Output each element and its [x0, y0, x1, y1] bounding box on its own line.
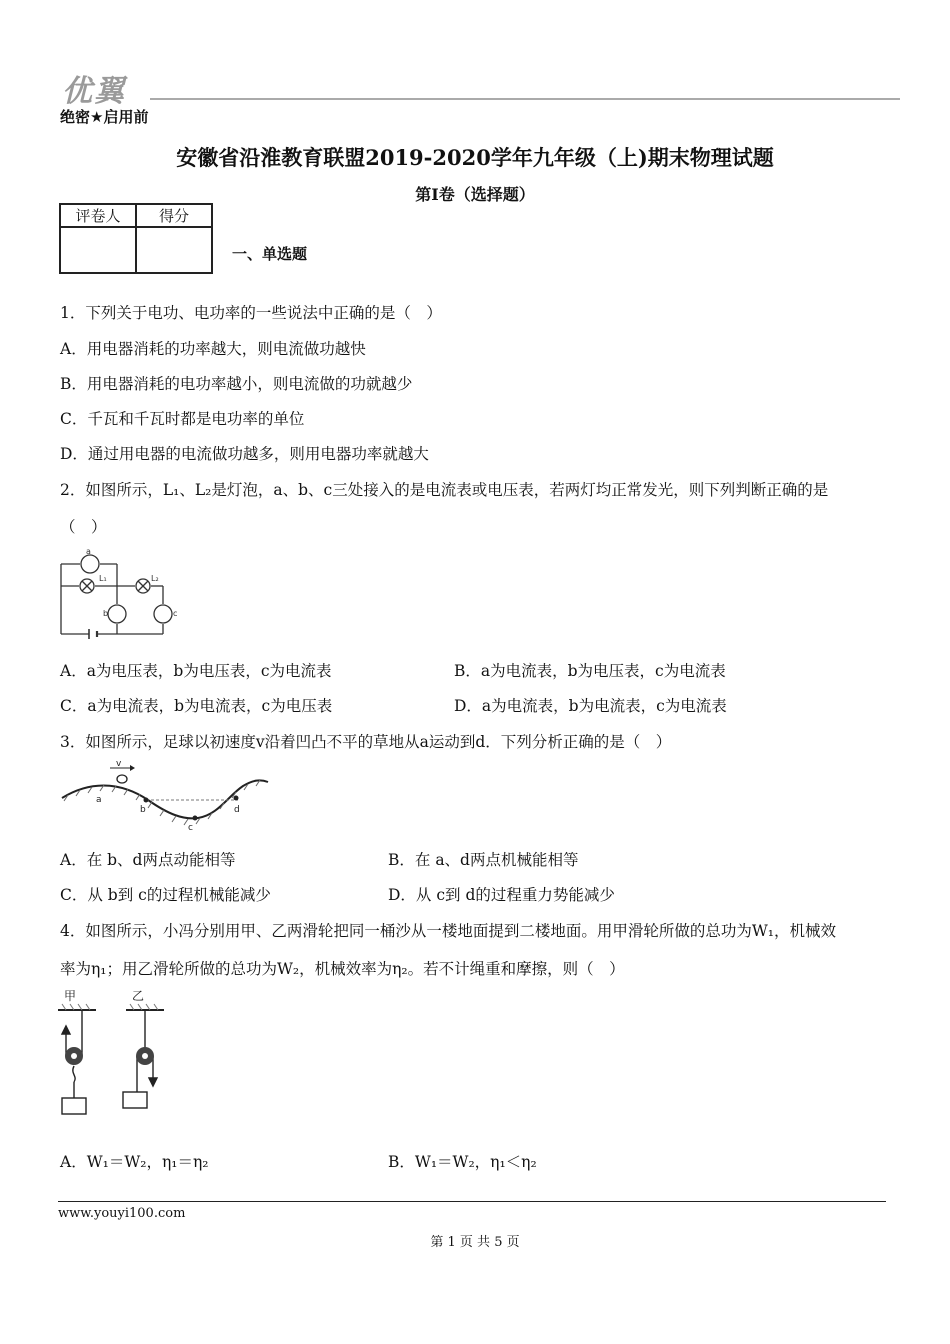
footer-url: www.youyi100.com: [58, 1206, 186, 1221]
score-table-score-cell[interactable]: [136, 227, 212, 273]
q2-stem-continued: （ ）: [60, 518, 107, 536]
section-heading: 一、单选题: [232, 245, 308, 263]
q2-label-a: a: [86, 547, 91, 556]
q3-stem: 3．如图所示，足球以初速度v沿着凹凸不平的草地从a运动到d．下列分析正确的是（ ）: [60, 733, 672, 751]
score-table-grader-header: 评卷人: [60, 204, 136, 227]
q2-stem: 2．如图所示，L₁、L₂是灯泡，a、b、c三处接入的是电流表或电压表，若两灯均正常发光，则下列判断正确的是: [60, 481, 829, 499]
q4-pulley-figure: [50, 988, 170, 1118]
q3-label-d: d: [234, 805, 240, 815]
q4-option-b: B．W₁＝W₂，η₁＜η₂: [388, 1153, 537, 1171]
q4-stem-continued: 率为η₁；用乙滑轮所做的总功为W₂，机械效率为η₂。若不计绳重和摩擦，则（ ）: [60, 960, 625, 978]
footer-rule: [58, 1201, 886, 1202]
q2-label-c: c: [173, 609, 178, 618]
q3-option-d: D．从 c到 d的过程重力势能减少: [388, 886, 615, 904]
q4-stem: 4．如图所示，小冯分别用甲、乙两滑轮把同一桶沙从一楼地面提到二楼地面。用甲滑轮所做的总功为W₁，机械效: [60, 922, 837, 940]
q1-option-b: B．用电器消耗的电功率越小，则电流做的功就越少: [60, 375, 413, 393]
score-table-score-header: 得分: [136, 204, 212, 227]
page-title: 安徽省沿淮教育联盟2019-2020学年九年级（上)期末物理试题: [176, 145, 774, 170]
q1-stem: 1．下列关于电功、电功率的一些说法中正确的是（ ）: [60, 304, 442, 322]
q3-label-b: b: [140, 805, 146, 815]
score-table: [59, 203, 213, 274]
q2-label-b: b: [103, 609, 109, 618]
q3-option-c: C．从 b到 c的过程机械能减少: [60, 886, 271, 904]
q4-option-a: A．W₁＝W₂，η₁＝η₂: [60, 1153, 209, 1171]
q1-option-c: C．千瓦和千瓦时都是电功率的单位: [60, 410, 305, 428]
page-number: 第 1 页 共 5 页: [430, 1235, 520, 1250]
q3-option-a: A．在 b、d两点动能相等: [60, 851, 236, 869]
q4-label-jia: 甲: [64, 989, 77, 1003]
secret-label: 绝密★启用前: [60, 108, 149, 126]
q3-label-v: v: [116, 759, 122, 769]
q3-label-c: c: [188, 823, 193, 833]
q2-label-l1: L₁: [99, 574, 107, 583]
q3-option-b: B．在 a、d两点机械能相等: [388, 851, 579, 869]
q2-option-c: C．a为电流表，b为电流表，c为电压表: [60, 697, 333, 715]
q4-label-yi: 乙: [132, 989, 145, 1003]
q3-label-a: a: [96, 795, 102, 805]
q2-circuit-figure: [55, 546, 185, 641]
q2-option-d: D．a为电流表，b为电流表，c为电流表: [454, 697, 727, 715]
section-subtitle: 第I卷（选择题）: [415, 185, 535, 204]
header-rule: [150, 98, 900, 100]
q2-option-b: B．a为电流表，b为电压表，c为电流表: [454, 662, 726, 680]
q1-option-a: A．用电器消耗的功率越大，则电流做功越快: [60, 340, 366, 358]
q2-label-l2: L₂: [151, 574, 159, 583]
score-table-grader-cell[interactable]: [60, 227, 136, 273]
q3-terrain-figure: [58, 760, 273, 832]
q2-option-a: A．a为电压表，b为电压表，c为电流表: [60, 662, 332, 680]
logo: 优翼: [62, 74, 126, 109]
q1-option-d: D．通过用电器的电流做功越多，则用电器功率就越大: [60, 445, 429, 463]
